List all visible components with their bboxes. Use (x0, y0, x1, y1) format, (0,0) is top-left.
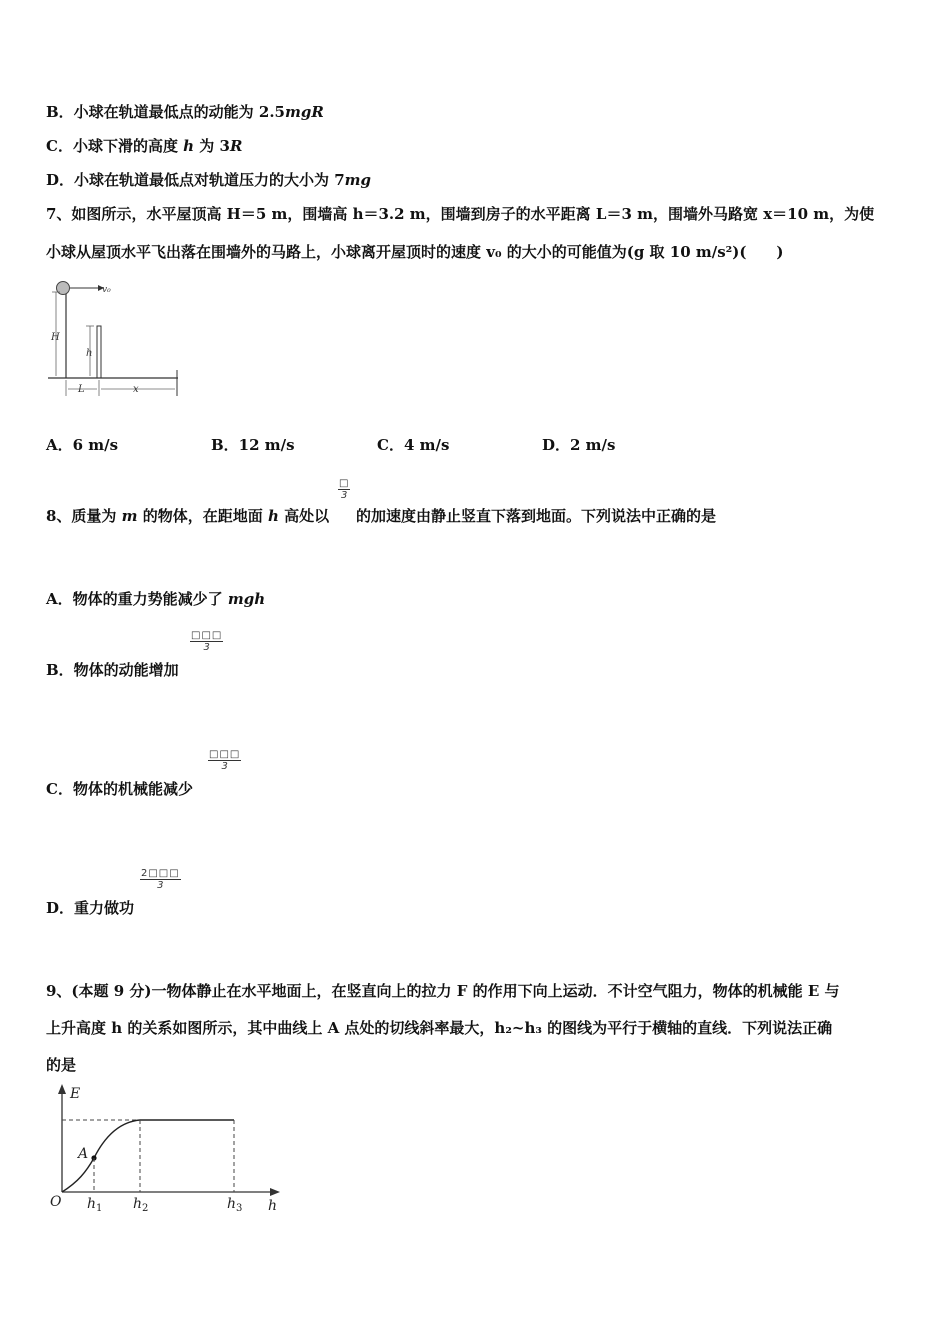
q8-option-d-fraction-den: 3 (157, 880, 164, 891)
q8-option-d-fraction-num: 2□□□ (141, 868, 180, 879)
q6-option-c-text: C．小球下滑的高度 (46, 137, 184, 155)
q8-stem-fraction-num: □ (339, 478, 350, 489)
q8-option-a-text: A．物体的重力势能减少了 (46, 590, 228, 608)
q8-stem-h: h (268, 507, 279, 525)
q8-stem-tail: 的加速度由静止竖直下落到地面。下列说法中正确的是 (356, 507, 717, 525)
q9-figure (42, 1082, 290, 1218)
q7-option-a: A．6 m/s (46, 436, 119, 454)
q6-option-c (46, 136, 242, 156)
h3-label: $h_3$ (227, 1196, 243, 1214)
h-axis-label: h (268, 1198, 278, 1214)
q6-option-c-mid: 为 3 (194, 137, 230, 155)
h1-label: $h_1$ (87, 1196, 103, 1214)
origin-label: O (50, 1194, 62, 1210)
h-label: h (86, 348, 93, 359)
q7-figure (40, 278, 190, 400)
q8-stem-m: m (121, 507, 138, 525)
q8-option-a (46, 589, 265, 609)
q6-option-d (46, 170, 371, 190)
q7-option-d: D．2 m/s (542, 436, 616, 454)
q8-option-b-fraction-den: 3 (203, 642, 210, 653)
q8-stem-c: 高处以 (278, 507, 330, 525)
q8-stem (46, 506, 329, 526)
H-label: H (51, 332, 60, 343)
q7-stem-line2: 小球从屋顶水平飞出落在围墙外的马路上，小球离开屋顶时的速度 v₀ 的大小的可能值为(g 取 10 m/s²)( ) (46, 243, 784, 261)
fence-wall (97, 326, 101, 378)
q6-option-b (46, 102, 324, 122)
q8-option-c: C．物体的机械能减少 (46, 780, 193, 798)
q6-option-c-var1: h (183, 137, 195, 155)
q8-stem-fraction (338, 478, 350, 502)
q8-option-b-fraction-num: □□□ (191, 630, 223, 641)
q6-option-b-text: B．小球在轨道最低点的动能为 2.5 (46, 103, 285, 121)
h2-label: $h_2$ (133, 1196, 149, 1214)
q8-option-c-fraction (208, 749, 241, 773)
q8-stem-a: 8、质量为 (46, 507, 122, 525)
q7-option-b: B．12 m/s (211, 436, 295, 454)
q8-option-a-var: mgh (227, 590, 266, 608)
q9-stem-line2: 上升高度 h 的关系如图所示，其中曲线上 A 点处的切线斜率最大，h₂~h₃ 的图线为平行于横轴的直线．下列说法正确 (46, 1019, 833, 1037)
q9-stem-line1: 9、(本题 9 分)一物体静止在水平地面上，在竖直向上的拉力 F 的作用下向上运动．不计空气阻力，物体的机械能 E 与 (46, 982, 840, 1000)
q7-option-c: C．4 m/s (377, 436, 450, 454)
q8-option-c-fraction-num: □□□ (209, 749, 241, 760)
q7-stem-line1: 7、如图所示，水平屋顶高 H＝5 m，围墙高 h＝3.2 m，围墙到房子的水平距离 L＝3 m，围墙外马路宽 x＝10 m，为使 (46, 205, 875, 223)
q8-stem-fraction-den: 3 (341, 490, 348, 501)
q9-stem-line3: 的是 (46, 1056, 77, 1074)
v0-label: v₀ (102, 285, 111, 295)
L-label: L (78, 384, 85, 395)
q6-option-d-var: mg (344, 171, 372, 189)
q8-option-d: D．重力做功 (46, 899, 135, 917)
q8-option-b: B．物体的动能增加 (46, 661, 179, 679)
x-axis-arrow (270, 1188, 280, 1196)
point-a-label: A (78, 1146, 89, 1162)
y-axis-arrow (58, 1084, 66, 1094)
q8-option-b-fraction (190, 630, 223, 654)
q6-option-b-var: mgR (285, 103, 324, 121)
q8-option-d-fraction (140, 868, 181, 892)
ball (57, 282, 70, 295)
q6-option-c-var2: R (229, 137, 243, 155)
q8-option-c-fraction-den: 3 (221, 761, 228, 772)
q8-stem-b: 的物体，在距地面 (137, 507, 268, 525)
energy-curve (62, 1120, 140, 1192)
x-label: x (133, 384, 139, 395)
E-axis-label: E (70, 1086, 81, 1102)
q6-option-d-text: D．小球在轨道最低点对轨道压力的大小为 7 (46, 171, 345, 189)
